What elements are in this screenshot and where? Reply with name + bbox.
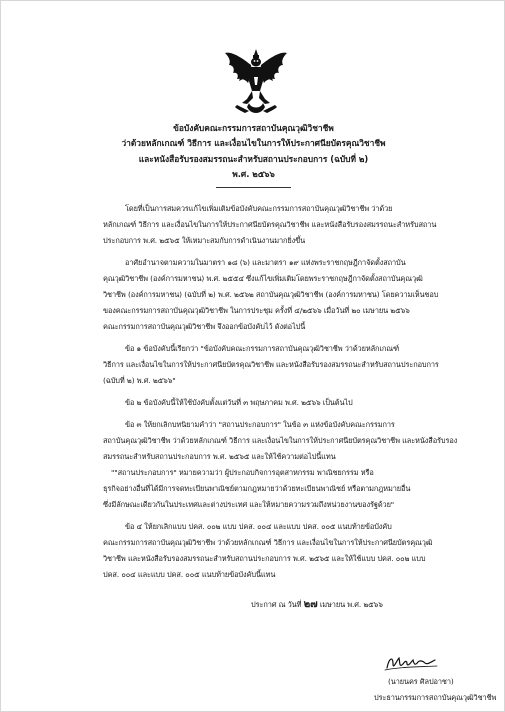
preamble-line: โดยที่เป็นการสมควรแก้ไขเพิ่มเติมข้อบังคับคณะกรรมการสถาบันคุณวุฒิวิชาชีพ ว่าด้วย <box>125 204 393 213</box>
garuda-emblem <box>223 47 289 117</box>
authority-line: ของคณะกรรมการสถาบันคุณวุฒิวิชาชีพ ในการประชุม ครั้งที่ ๔/๒๕๖๖ เมื่อวันที่ ๒๐ เมษายน ๒๕๖๖ <box>103 306 410 315</box>
clause-1-line: วิธีการ และเงื่อนไขในการให้ประกาศนียบัตรคุณวิชาชีพ และหนังสือรับรองสมรรถนะสำหรับสถานประกอบการ <box>103 360 439 369</box>
clause-4-line: ข้อ ๔ ให้ยกเลิกแบบ ปคส. ๐๐๒ แบบ ปคส. ๐๐๔ และแบบ ปคส. ๐๐๕ แนบท้ายข้อบังคับ <box>125 522 392 531</box>
clause-4-line: คณะกรรมการสถาบันคุณวุฒิวิชาชีพ ว่าด้วยหลักเกณฑ์ วิธีการ และเงื่อนไขในการให้ประกาศนียบัตรคุณวุฒิ <box>103 538 433 547</box>
document-title-line-3: และหนังสือรับรองสมรรถนะสำหรับสถานประกอบการ (ฉบับที่ ๒) <box>138 154 369 164</box>
clause-1-line: (ฉบับที่ ๒) พ.ศ. ๒๕๖๖" <box>103 376 176 385</box>
document-year: พ.ศ. ๒๕๖๖ <box>232 169 275 179</box>
title-divider <box>216 187 291 188</box>
authority-line: อาศัยอำนาจตามความในมาตรา ๑๘ (๖) และมาตรา ๑๙ แห่งพระราชกฤษฎีกาจัดตั้งสถาบัน <box>125 258 406 267</box>
handwritten-signature <box>381 652 441 674</box>
signatory-name: (นายนคร ศิลปอาชา) <box>388 677 454 686</box>
clause-2-line: ข้อ ๒ ข้อบังคับนี้ให้ใช้บังคับตั้งแต่วันที่ ๓ พฤษภาคม พ.ศ. ๒๕๖๖ เป็นต้นไป <box>125 398 353 407</box>
clause-1-line: ข้อ ๑ ข้อบังคับนี้เรียกว่า "ข้อบังคับคณะกรรมการสถาบันคุณวุฒิวิชาชีพ ว่าด้วยหลักเกณฑ์ <box>125 344 399 353</box>
authority-line: คณะกรรมการสถาบันคุณวุฒิวิชาชีพ จึงออกข้อบังคับไว้ ดังต่อไปนี้ <box>103 322 306 331</box>
issue-date-prefix: ประกาศ ณ วันที่ <box>251 600 302 609</box>
issue-date-suffix: เมษายน พ.ศ. ๒๕๖๖ <box>319 600 383 609</box>
clause-3-definition: ธุรกิจอย่างอื่นที่ได้มีการจดทะเบียนพาณิชย์ตามกฎหมายว่าด้วยทะเบียนพาณิชย์ หรือตามกฎหมายอื่น <box>103 484 411 493</box>
clause-4-line: วิชาชีพ และหนังสือรับรองสมรรถนะสำหรับสถานประกอบการ พ.ศ. ๒๕๖๕ และให้ใช้แบบ ปคส. ๐๐๒ แบบ <box>103 554 426 563</box>
preamble-line: ประกอบการ พ.ศ. ๒๕๖๕ ให้เหมาะสมกับการดำเนินงานมากยิ่งขึ้น <box>103 236 306 245</box>
authority-line: คุณวุฒิวิชาชีพ (องค์การมหาชน) พ.ศ. ๒๕๕๔ ซึ่งแก้ไขเพิ่มเติมโดยพระราชกฤษฎีกาจัดตั้งสถาบันคุณวุฒิ <box>103 274 423 283</box>
clause-3-definition: ""สถานประกอบการ" หมายความว่า ผู้ประกอบกิจการอุตสาหกรรม พาณิชยกรรม หรือ <box>111 468 374 477</box>
issue-date <box>251 600 383 610</box>
clause-3-definition: ซึ่งมีลักษณะเดียวกันในประเทศและต่างประเทศ และให้หมายความรวมถึงหน่วยงานของรัฐด้วย" <box>103 500 395 509</box>
clause-3-line: สมรรถนะสำหรับสถานประกอบการ พ.ศ. ๒๕๖๕ และให้ใช้ความต่อไปนี้แทน <box>103 452 336 461</box>
clause-4-line: ปคส. ๐๐๔ และแบบ ปคส. ๐๐๕ แนบท้ายข้อบังคับนี้แทน <box>103 570 276 579</box>
document-title: ข้อบังคับคณะกรรมการสถาบันคุณวุฒิวิชาชีพ <box>173 123 334 133</box>
document-title-line-2: ว่าด้วยหลักเกณฑ์ วิธีการ และเงื่อนไขในการให้ประกาศนียบัตรคุณวิชาชีพ <box>121 138 386 148</box>
clause-3-line: สถาบันคุณวุฒิวิชาชีพ ว่าด้วยหลักเกณฑ์ วิธีการ และเงื่อนไขในการให้ประกาศนียบัตรคุณวิชาชีพ และหนังสือรับรอง <box>103 436 458 445</box>
issue-date-day: ๒๗ <box>303 599 318 610</box>
signatory-position: ประธานกรรมการสถาบันคุณวุฒิวิชาชีพ <box>374 693 497 702</box>
preamble-line: หลักเกณฑ์ วิธีการ และเงื่อนไขในการให้ประกาศนียบัตรคุณวิชาชีพ และหนังสือรับรองสมรรถนะสำหรับสถาน <box>103 220 437 229</box>
clause-3-line: ข้อ ๓ ให้ยกเลิกบทนิยามคำว่า "สถานประกอบการ" ในข้อ ๓ แห่งข้อบังคับคณะกรรมการ <box>125 420 395 429</box>
authority-line: วิชาชีพ (องค์การมหาชน) (ฉบับที่ ๒) พ.ศ. ๒๕๖๒ สถาบันคุณวุฒิวิชาชีพ (องค์การมหาชน) โดยความเห็นชอบ <box>103 290 439 299</box>
